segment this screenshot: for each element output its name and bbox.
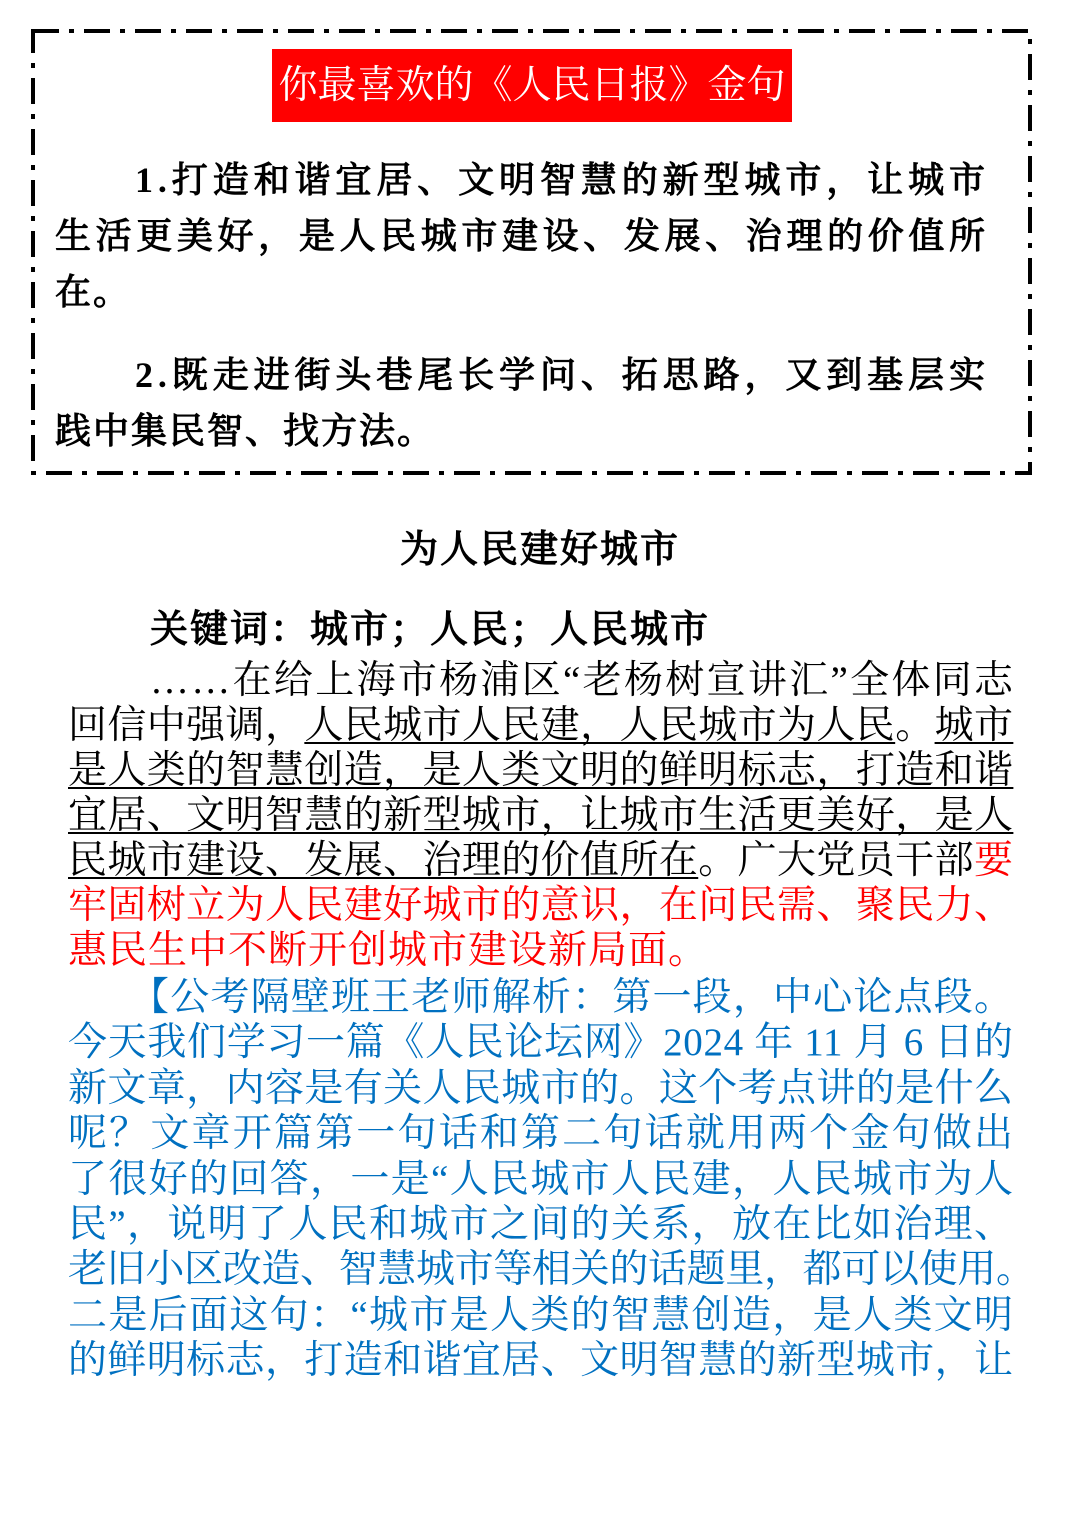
- underlined-text: 民城市建设、发展、治理的价值所在: [68, 839, 699, 882]
- quote-list: [55, 152, 990, 459]
- analysis-line: 老旧小区改造、智慧城市等相关的话题里，都可以使用。: [68, 1248, 1035, 1292]
- analysis-line: 新文章，内容是有关人民城市的。这个考点讲的是什么: [68, 1066, 1014, 1110]
- paragraph-text: 。广大党员干部: [698, 839, 974, 882]
- emphasis-line: 惠民生中不断开创城市建设新局面。: [68, 929, 709, 972]
- analysis-line: 【公考隔壁班王老师解析：第一段，中心论点段。: [130, 976, 1015, 1019]
- teacher-analysis: [68, 975, 1035, 1384]
- analysis-line: 今天我们学习一篇《人民论坛网》2024 年 11 月 6 日的: [68, 1021, 1014, 1065]
- underlined-line: 宜居、文明智慧的新型城市，让城市生活更美好，是人: [68, 794, 1014, 837]
- quote-line: 2.既走进街头巷尾长学问、拓思路，又到基层实: [135, 355, 990, 395]
- analysis-line: 二是后面这句：“城市是人类的智慧创造，是人类文明: [68, 1293, 1015, 1337]
- quote-line: 1.打造和谐宜居、文明智慧的新型城市，让城市: [135, 160, 990, 200]
- quote-item: [55, 347, 990, 459]
- emphasis-text: 要: [973, 839, 1014, 882]
- article-paragraph: [68, 658, 1016, 973]
- keywords-line: 关键词：城市；人民；人民城市: [150, 609, 711, 651]
- underlined-text: 人民城市人民建，人民城市为人民: [304, 704, 896, 747]
- emphasis-line: 牢固树立为人民建好城市的意识，在问民需、聚民力、: [68, 884, 1014, 927]
- quote-line: 生活更美好，是人民城市建设、发展、治理的价值所: [55, 216, 990, 256]
- article-title: 为人民建好城市: [399, 529, 680, 571]
- paragraph-line: [68, 838, 1013, 883]
- analysis-line: 呢？文章开篇第一句话和第二句话就用两个金句做出: [68, 1112, 1016, 1156]
- analysis-line: 民”，说明了人民和城市之间的关系，放在比如治理、: [68, 1203, 1015, 1247]
- paragraph-text: 回信中强调，: [68, 704, 305, 747]
- golden-quotes-box: [0, 0, 1080, 480]
- underlined-text: 城市: [934, 704, 1014, 747]
- quote-item: [55, 152, 990, 320]
- banner-title: 你最喜欢的《人民日报》金句: [272, 49, 792, 122]
- paragraph-line: [68, 703, 1013, 748]
- quote-line: 在。: [55, 272, 132, 312]
- quote-line: 践中集民智、找方法。: [55, 411, 436, 451]
- paragraph-line: ……在给上海市杨浦区“老杨树宣讲汇”全体同志: [150, 659, 1016, 702]
- paragraph-text: 。: [895, 704, 935, 747]
- analysis-line: 了很好的回答，一是“人民城市人民建，人民城市为人: [68, 1157, 1015, 1201]
- analysis-line: 的鲜明标志，打造和谐宜居、文明智慧的新型城市，让: [68, 1339, 1014, 1383]
- underlined-line: 是人类的智慧创造，是人类文明的鲜明标志，打造和谐: [68, 749, 1014, 792]
